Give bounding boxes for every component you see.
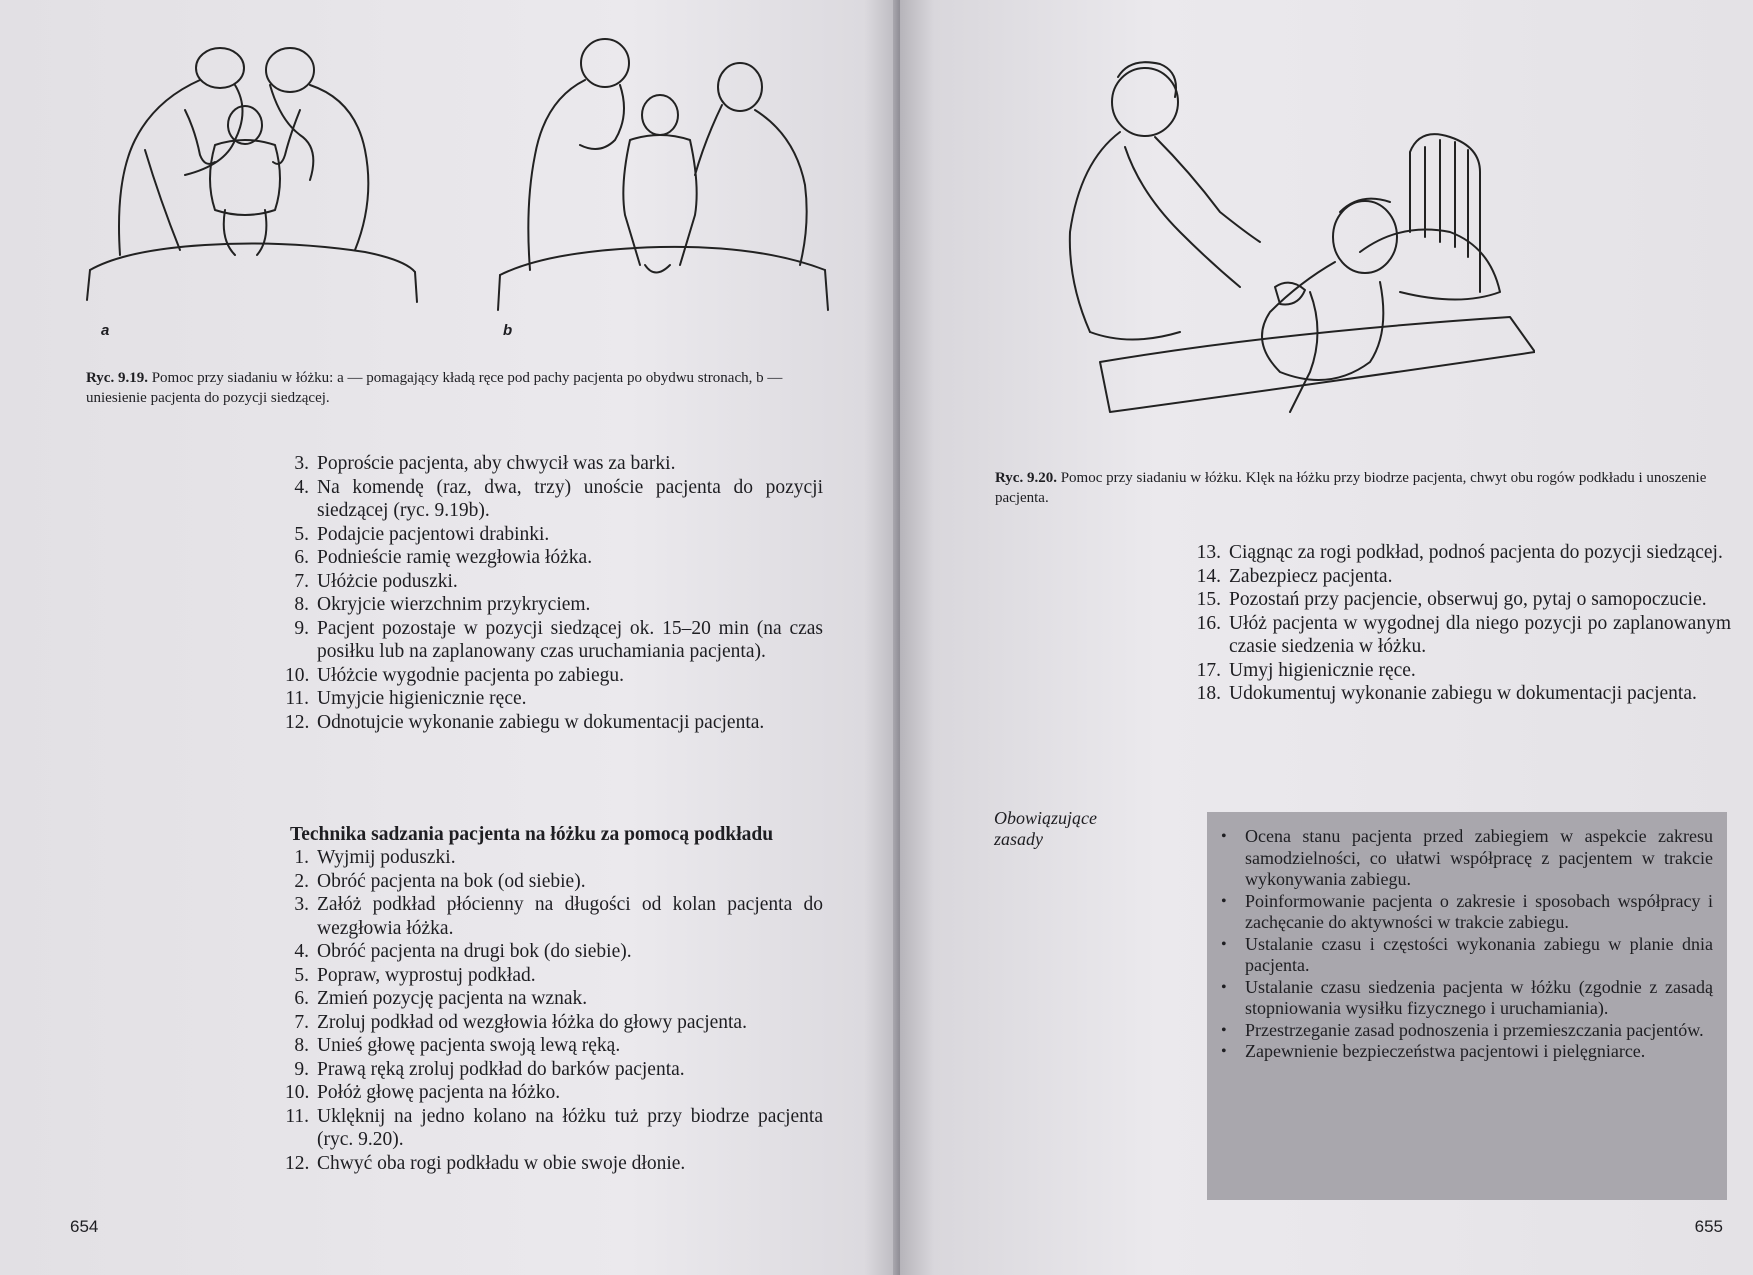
step-item [285, 546, 823, 570]
step-number: 11. [285, 688, 309, 709]
step-text: Pacjent pozostaje w pozycji siedzącej ok. 15–20 min (na czas posiłku lub na zaplanowany czas uruchamiania pacjenta). [317, 617, 823, 662]
step-number: 7. [294, 570, 309, 592]
step-number: 3. [294, 894, 309, 915]
page-number-right: 655 [1694, 1217, 1723, 1236]
step-item [1195, 612, 1731, 659]
caption-number: Ryc. 9.19. [86, 370, 148, 386]
step-number: 9. [294, 617, 309, 639]
step-text: Odnotujcie wykonanie zabiegu w dokumentacji pacjenta. [317, 711, 765, 733]
step-item [1195, 541, 1731, 565]
step-text: Połóż głowę pacjenta na łóżko. [317, 1082, 561, 1103]
step-text: Zabezpiecz pacjenta. [1229, 565, 1393, 587]
rule-text: Poinformowanie pacjenta o zakresie i sposobach współpracy i zachęcanie do aktywności w trakcie zabiegu. [1245, 890, 1713, 932]
step-item [285, 1152, 823, 1176]
bullet-icon: • [1221, 828, 1227, 845]
step-number: 12. [285, 1152, 310, 1174]
step-item [285, 1034, 823, 1058]
step-item [285, 1058, 823, 1082]
step-number: 14. [1196, 565, 1221, 587]
step-number: 6. [294, 988, 309, 1009]
step-number: 17. [1196, 659, 1221, 681]
step-item [1195, 682, 1731, 706]
step-text: Zroluj podkład od wezgłowia łóżka do głowy pacjenta. [317, 1011, 747, 1033]
step-number: 16. [1196, 612, 1221, 634]
step-item [285, 870, 823, 894]
step-item [285, 846, 823, 870]
step-item [1195, 588, 1731, 612]
bullet-icon: • [1221, 1043, 1227, 1060]
rule-text: Przestrzeganie zasad podnoszenia i przemieszczania pacjentów. [1245, 1019, 1704, 1040]
step-text: Umyjcie higienicznie ręce. [317, 688, 527, 709]
step-item [285, 593, 823, 617]
caption-number: Ryc. 9.20. [995, 470, 1057, 486]
rule-item [1221, 977, 1713, 1020]
step-text: Załóż podkład płócienny na długości od kolan pacjenta do wezgłowia łóżka. [317, 894, 823, 939]
bullet-icon: • [1221, 935, 1227, 953]
step-item [1195, 659, 1731, 683]
step-number: 5. [294, 964, 309, 986]
step-text: Na komendę (raz, dwa, trzy) unoście pacjenta do pozycji siedzącej (ryc. 9.19b). [317, 476, 823, 521]
bullet-icon: • [1221, 892, 1227, 910]
step-number: 4. [294, 941, 309, 962]
rule-item [1221, 826, 1713, 891]
step-number: 9. [294, 1058, 309, 1080]
step-item [285, 617, 823, 664]
step-text: Poproście pacjenta, aby chwycił was za barki. [317, 453, 676, 474]
step-text: Udokumentuj wykonanie zabiegu w dokumentacji pacjenta. [1229, 683, 1697, 704]
step-number: 10. [285, 664, 310, 686]
technique-steps-continued [1195, 541, 1731, 706]
rules-side-label: Obowiązujące zasady [994, 808, 1097, 849]
step-number: 5. [294, 523, 309, 545]
step-number: 8. [294, 1035, 309, 1056]
step-number: 11. [285, 1105, 309, 1127]
technique-heading: Technika sadzania pacjenta na łóżku za pomocą podkładu [290, 824, 774, 845]
step-text: Prawą ręką zroluj podkład do barków pacjenta. [317, 1058, 685, 1080]
step-number: 15. [1196, 589, 1221, 610]
caption-text: Pomoc przy siadaniu w łóżku: a — pomagający kładą ręce pod pachy pacjenta po obydwu stronach, b — uniesienie pacjenta do pozycji siedzącej. [86, 370, 783, 406]
step-text: Pozostań przy pacjencie, obserwuj go, pytaj o samopoczucie. [1229, 589, 1707, 610]
rule-text: Ustalanie czasu i częstości wykonania zabiegu w planie dnia pacjenta. [1245, 933, 1713, 975]
rule-item [1221, 1020, 1713, 1042]
rule-text: Ustalanie czasu siedzenia pacjenta w łóżku (zgodnie z zasadą stopniowania wysiłku fizycznego i uruchamiania). [1245, 976, 1713, 1018]
page-number-left: 654 [70, 1217, 99, 1236]
step-text: Uklęknij na jedno kolano na łóżku tuż przy biodrze pacjenta (ryc. 9.20). [317, 1105, 823, 1150]
rule-item [1221, 934, 1713, 977]
figure-9-19b-illustration [490, 25, 830, 320]
step-item [285, 964, 823, 988]
step-text: Obróć pacjenta na bok (od siebie). [317, 870, 586, 892]
step-text: Popraw, wyprostuj podkład. [317, 964, 536, 986]
step-text: Unieś głowę pacjenta swoją lewą ręką. [317, 1035, 621, 1056]
step-text: Ułóżcie poduszki. [317, 570, 458, 592]
nurses-lifting-patient-drawing [85, 40, 420, 320]
right-page [900, 0, 1753, 1275]
step-text: Okryjcie wierzchnim przykryciem. [317, 594, 591, 615]
rule-text: Ocena stanu pacjenta przed zabiegiem w aspekcie zakresu samodzielności, co ułatwi współpracę z pacjentem w trakcie wykonywania zabiegu. [1245, 826, 1713, 889]
figure-label-a: a [101, 322, 110, 339]
step-item [285, 893, 823, 940]
figure-label-b: b [503, 322, 513, 339]
step-text: Ułóż pacjenta w wygodnej dla niego pozycji po zaplanowanym czasie siedzenia w łóżku. [1229, 612, 1731, 657]
step-text: Wyjmij poduszki. [317, 847, 456, 868]
step-item [285, 452, 823, 476]
step-text: Ciągnąc za rogi podkład, podnoś pacjenta do pozycji siedzącej. [1229, 542, 1723, 563]
nurse-kneeling-on-bed-drawing [980, 32, 1535, 452]
figure-9-20-caption [995, 468, 1737, 508]
step-number: 8. [294, 594, 309, 615]
step-item [285, 1105, 823, 1152]
figure-9-20-illustration [980, 32, 1535, 452]
step-item [285, 1011, 823, 1035]
step-text: Podajcie pacjentowi drabinki. [317, 523, 550, 545]
step-number: 18. [1196, 683, 1221, 704]
rule-text: Zapewnienie bezpieczeństwa pacjentowi i pielęgniarce. [1245, 1041, 1646, 1061]
step-text: Ułóżcie wygodnie pacjenta po zabiegu. [317, 664, 625, 686]
step-item [285, 940, 823, 964]
caption-text: Pomoc przy siadaniu w łóżku. Klęk na łóżku przy biodrze pacjenta, chwyt obu rogów podkładu i unoszenie pacjenta. [995, 470, 1707, 506]
rule-item [1221, 891, 1713, 934]
step-text: Umyj higienicznie ręce. [1229, 659, 1416, 681]
bullet-icon: • [1221, 1021, 1227, 1039]
step-number: 2. [294, 870, 309, 892]
step-item [285, 711, 823, 735]
step-number: 10. [285, 1082, 310, 1103]
step-number: 3. [294, 453, 309, 474]
technique-steps [285, 846, 823, 1175]
step-number: 6. [294, 547, 309, 568]
rule-item [1221, 1041, 1713, 1063]
step-item [285, 687, 823, 711]
rules-box [1207, 812, 1727, 1200]
step-text: Zmień pozycję pacjenta na wznak. [317, 988, 588, 1009]
figure-9-19-caption [86, 368, 834, 408]
bullet-icon: • [1221, 978, 1227, 996]
procedure-steps-continued [285, 452, 823, 734]
step-text: Podnieście ramię wezgłowia łóżka. [317, 547, 593, 568]
step-item [285, 570, 823, 594]
step-item [285, 476, 823, 523]
patient-raised-to-sitting-drawing [490, 25, 830, 320]
step-text: Obróć pacjenta na drugi bok (do siebie). [317, 941, 632, 962]
rules-list [1221, 826, 1713, 1063]
step-item [285, 523, 823, 547]
step-number: 7. [294, 1011, 309, 1033]
step-number: 12. [285, 711, 310, 733]
step-number: 13. [1196, 542, 1221, 563]
step-text: Chwyć oba rogi podkładu w obie swoje dłonie. [317, 1152, 686, 1174]
step-number: 1. [294, 847, 309, 868]
step-item [1195, 565, 1731, 589]
step-item [285, 1081, 823, 1105]
step-number: 4. [294, 476, 309, 498]
figure-9-19a-illustration [85, 40, 420, 320]
step-item [285, 987, 823, 1011]
step-item [285, 664, 823, 688]
